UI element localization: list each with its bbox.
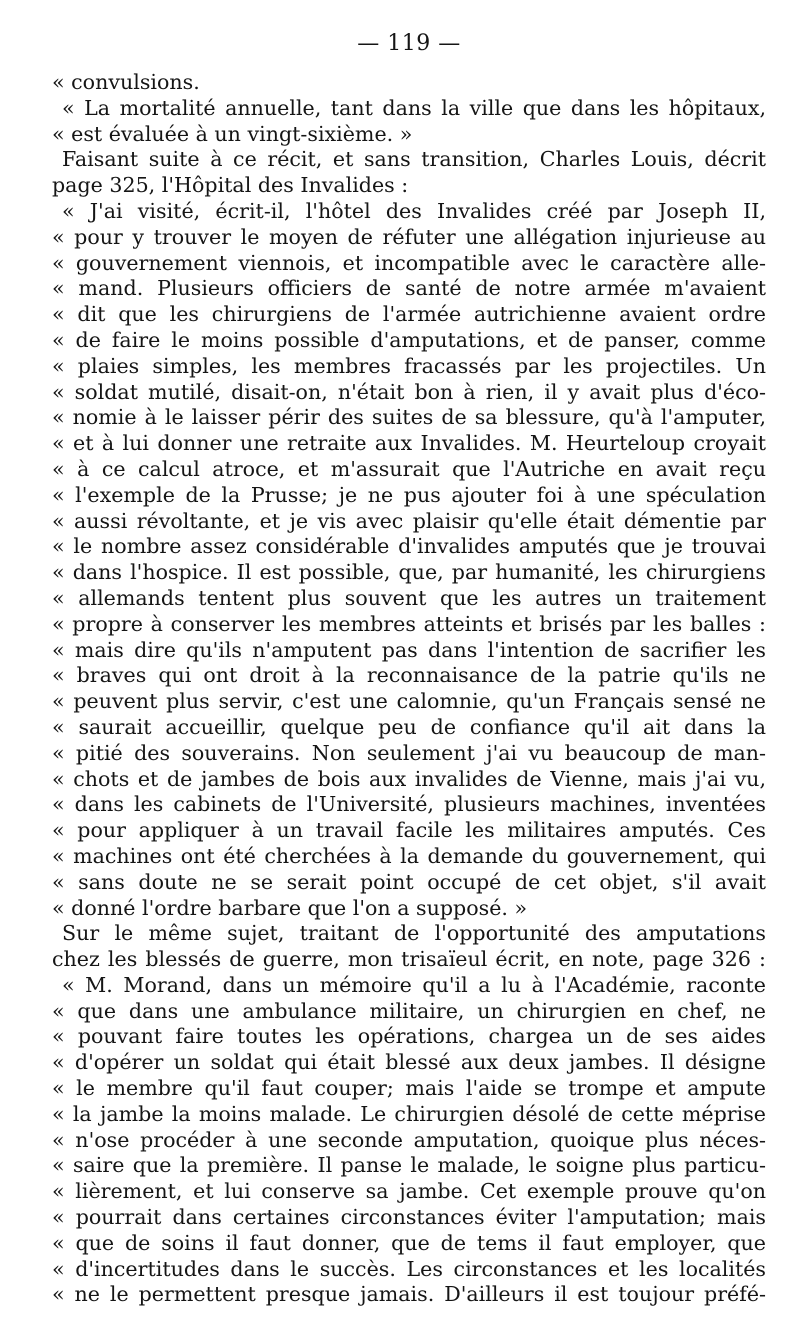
text-line: « convulsions. bbox=[52, 70, 200, 94]
text-line: « J'ai visité, écrit-il, l'hôtel des Invalides créé par Joseph II, bbox=[62, 198, 766, 223]
text-line: « mand. Plusieurs officiers de santé de notre armée m'avaient bbox=[52, 276, 766, 301]
text-line: « aussi révoltante, et je vis avec plaisir qu'elle était démentie par bbox=[52, 508, 766, 533]
text-line: « pour y trouver le moyen de réfuter une allégation injurieuse au bbox=[52, 224, 766, 249]
text-line: « chots et de jambes de bois aux invalides de Vienne, mais j'ai vu, bbox=[52, 766, 766, 791]
text-line: « soldat mutilé, disait-on, n'était bon à rien, il y avait plus d'éco- bbox=[52, 379, 766, 404]
text-line: « d'opérer un soldat qui était blessé aux deux jambes. Il désigne bbox=[52, 1050, 766, 1075]
text-line: chez les blessés de guerre, mon trisaïeul écrit, en note, page 326 : bbox=[52, 947, 766, 972]
text-line: « pourrait dans certaines circonstances éviter l'amputation; mais bbox=[52, 1205, 766, 1230]
text-line: « de faire le moins possible d'amputations, et de panser, comme bbox=[52, 327, 766, 352]
text-line: « dans l'hospice. Il est possible, que, par humanité, les chirurgiens bbox=[52, 560, 766, 585]
text-line: « braves qui ont droit à la reconnaisance de la patrie qu'ils ne bbox=[52, 663, 766, 688]
text-line: « le nombre assez considérable d'invalides amputés que je trouvai bbox=[52, 534, 766, 559]
text-line: « à ce calcul atroce, et m'assurait que l'Autriche en avait reçu bbox=[52, 456, 766, 481]
text-line: « propre à conserver les membres atteints et brisés par les balles : bbox=[52, 611, 766, 636]
text-line: page 325, l'Hôpital des Invalides : bbox=[52, 173, 409, 198]
text-line: « d'incertitudes dans le succès. Les circonstances et les localités bbox=[52, 1256, 766, 1281]
text-line: « peuvent plus servir, c'est une calomnie, qu'un Français sensé ne bbox=[52, 689, 766, 714]
text-line: « machines ont été cherchées à la demande du gouvernement, qui bbox=[52, 843, 766, 868]
text-line: « plaies simples, les membres fracassés par les projectiles. Un bbox=[52, 353, 766, 378]
text-line: « dit que les chirurgiens de l'armée autrichienne avaient ordre bbox=[52, 302, 766, 327]
text-line: « donné l'ordre barbare que l'on a supposé. » bbox=[52, 895, 528, 920]
text-line: « dans les cabinets de l'Université, plusieurs machines, inventées bbox=[52, 792, 766, 817]
text-line: « l'exemple de la Prusse; je ne pus ajouter foi à une spéculation bbox=[52, 482, 766, 507]
text-line: « la jambe la moins malade. Le chirurgien désolé de cette méprise bbox=[52, 1101, 766, 1126]
text-line: « saire que la première. Il panse le malade, le soigne plus particu- bbox=[52, 1153, 766, 1178]
text-line: « saurait accueillir, quelque peu de confiance qu'il ait dans la bbox=[52, 714, 766, 739]
text-line: Sur le même sujet, traitant de l'opportunité des amputations bbox=[62, 921, 766, 946]
text-line: « M. Morand, dans un mémoire qu'il a lu à l'Académie, raconte bbox=[62, 972, 766, 997]
text-line: « est évaluée à un vingt-sixième. » bbox=[52, 121, 413, 146]
text-line: « pour appliquer à un travail facile les militaires amputés. Ces bbox=[52, 818, 766, 843]
text-line: « La mortalité annuelle, tant dans la ville que dans les hôpitaux, bbox=[62, 95, 766, 120]
text-line: « pouvant faire toutes les opérations, chargea un de ses aides bbox=[52, 1024, 766, 1049]
text-line: « que dans une ambulance militaire, un chirurgien en chef, ne bbox=[52, 998, 766, 1023]
text-line: « et à lui donner une retraite aux Invalides. M. Heurteloup croyait bbox=[52, 431, 766, 456]
text-line: « ne le permettent presque jamais. D'ailleurs il est toujour préfé- bbox=[52, 1282, 766, 1307]
text-line: Faisant suite à ce récit, et sans transition, Charles Louis, décrit bbox=[62, 147, 766, 172]
text-line: « sans doute ne se serait point occupé de cet objet, s'il avait bbox=[52, 869, 766, 894]
page-text-body bbox=[52, 70, 766, 1308]
text-line: « pitié des souverains. Non seulement j'ai vu beaucoup de man- bbox=[52, 740, 766, 765]
text-line: « que de soins il faut donner, que de tems il faut employer, que bbox=[52, 1230, 766, 1255]
text-line: « le membre qu'il faut couper; mais l'aide se trompe et ampute bbox=[52, 1076, 766, 1101]
text-line: « allemands tentent plus souvent que les autres un traitement bbox=[52, 585, 766, 610]
text-line: « mais dire qu'ils n'amputent pas dans l'intention de sacrifier les bbox=[52, 637, 766, 662]
text-line: « lièrement, et lui conserve sa jambe. Cet exemple prouve qu'on bbox=[52, 1179, 766, 1204]
text-line: « nomie à le laisser périr des suites de sa blessure, qu'à l'amputer, bbox=[52, 405, 766, 430]
text-line: « gouvernement viennois, et incompatible avec le caractère alle- bbox=[52, 250, 766, 275]
text-line: « n'ose procéder à une seconde amputation, quoique plus néces- bbox=[52, 1127, 766, 1152]
page-number: — 119 — bbox=[357, 31, 461, 56]
